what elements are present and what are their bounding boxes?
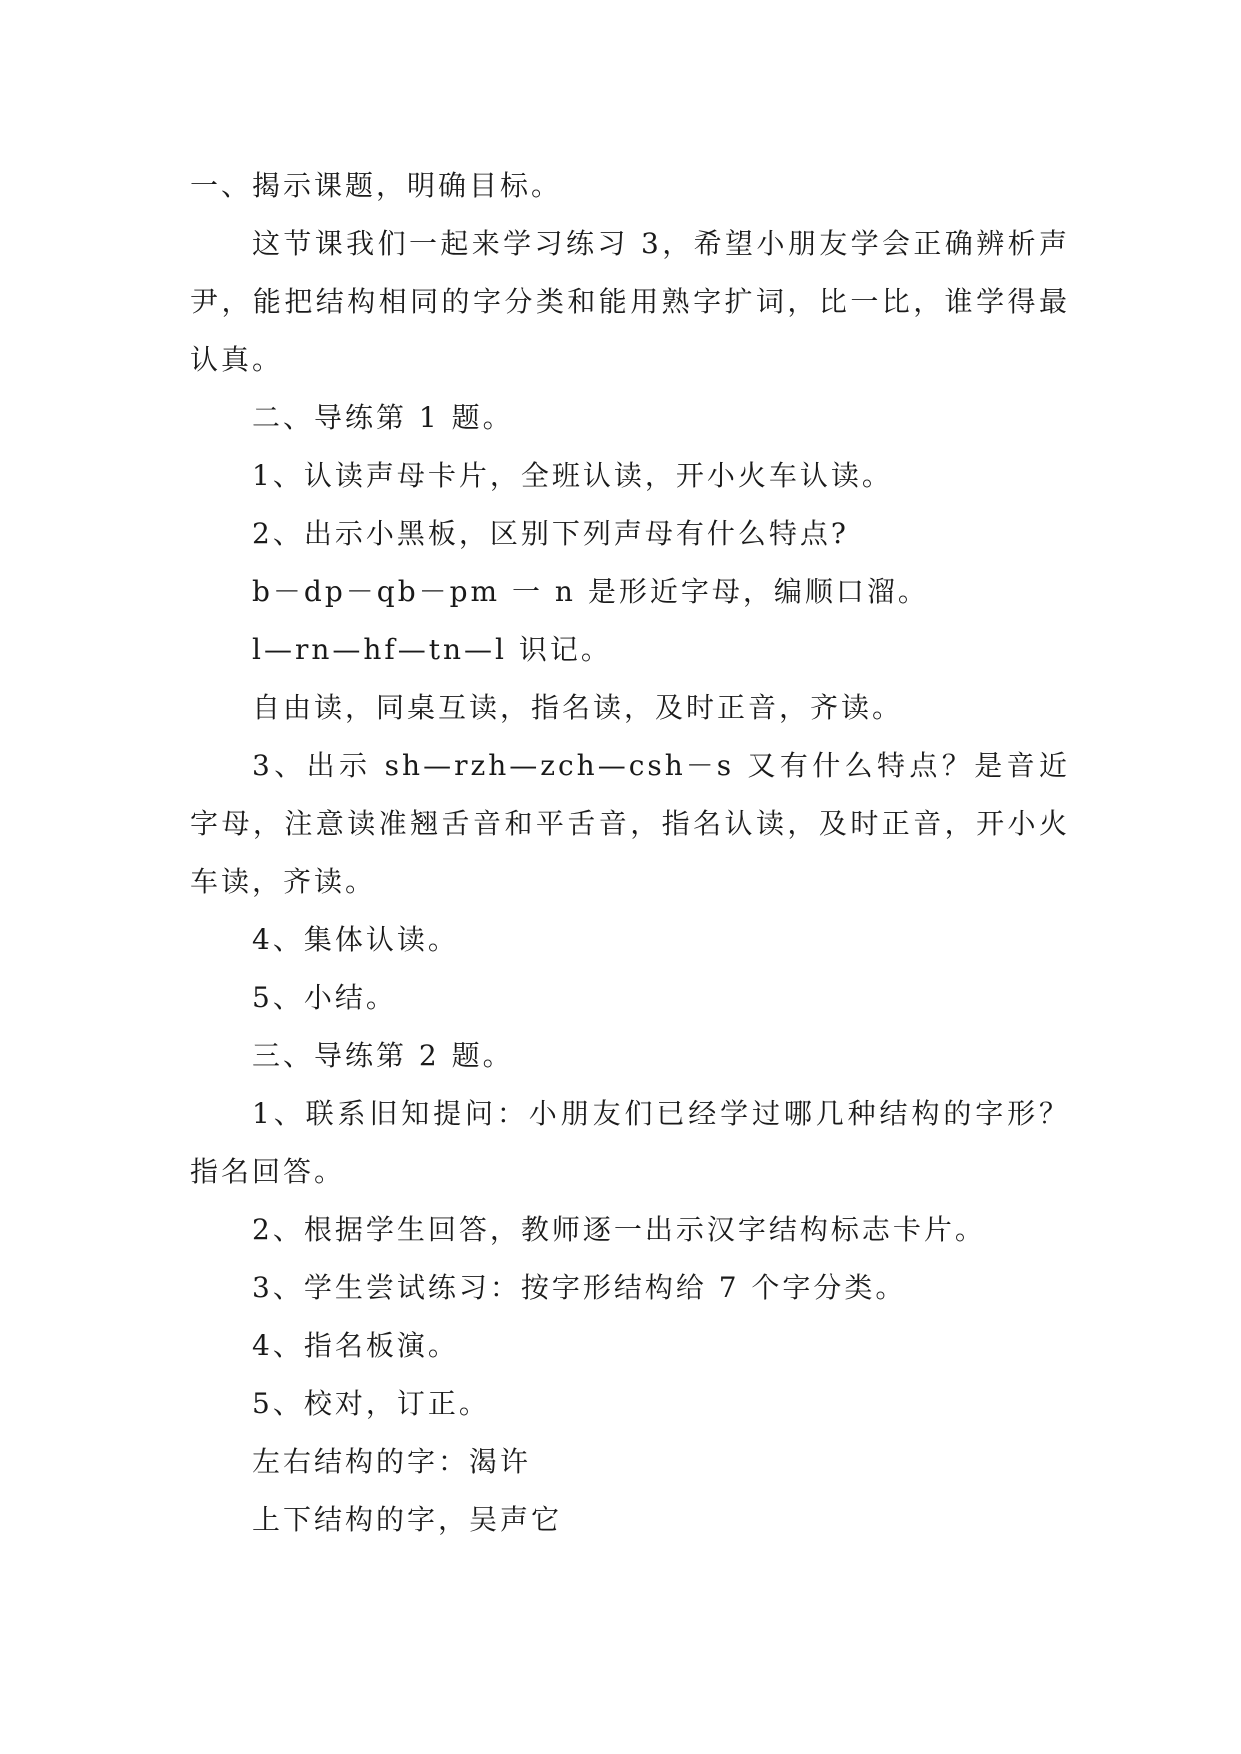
list-item: 3、学生尝试练习：按字形结构给 7 个字分类。: [252, 1271, 907, 1304]
section-heading-2: 二、导练第 1 题。: [252, 401, 514, 434]
text-line: 左右结构的字：渴许: [252, 1445, 532, 1478]
text-line: 上下结构的字，吴声它: [252, 1503, 563, 1536]
intro-paragraph: 这节课我们一起来学习练习 3，希望小朋友学会正确辨析声尹，能把结构相同的字分类和能用熟字扩词，比一比，谁学得最认真。: [190, 227, 1070, 376]
list-item: 4、指名板演。: [252, 1329, 459, 1362]
section-heading-3: 三、导练第 2 题。: [252, 1039, 514, 1072]
list-item: 5、小结。: [252, 981, 397, 1014]
document-body: [190, 157, 1070, 1549]
list-item: 2、出示小黑板，区别下列声母有什么特点?: [252, 517, 849, 550]
text-line: 自由读，同桌互读，指名读，及时正音，齐读。: [252, 691, 904, 724]
text-line: l—rn—hf—tn—l 识记。: [252, 633, 612, 666]
text-line: b－dp－qb－pm 一 n 是形近字母，编顺口溜。: [252, 575, 929, 608]
section-heading-1: 一、揭示课题，明确目标。: [190, 169, 563, 202]
list-item: 1、认读声母卡片，全班认读，开小火车认读。: [252, 459, 893, 492]
list-item: 2、根据学生回答，教师逐一出示汉字结构标志卡片。: [252, 1213, 986, 1246]
list-item: 4、集体认读。: [252, 923, 459, 956]
list-item: 3、出示 sh—rzh—zch—csh－s 又有什么特点？是音近字母，注意读准翘舌音和平舌音，指名认读，及时正音，开小火车读，齐读。: [190, 749, 1070, 898]
list-item: 5、校对，订正。: [252, 1387, 490, 1420]
list-item: 1、联系旧知提问：小朋友们已经学过哪几种结构的字形？指名回答。: [190, 1097, 1070, 1188]
